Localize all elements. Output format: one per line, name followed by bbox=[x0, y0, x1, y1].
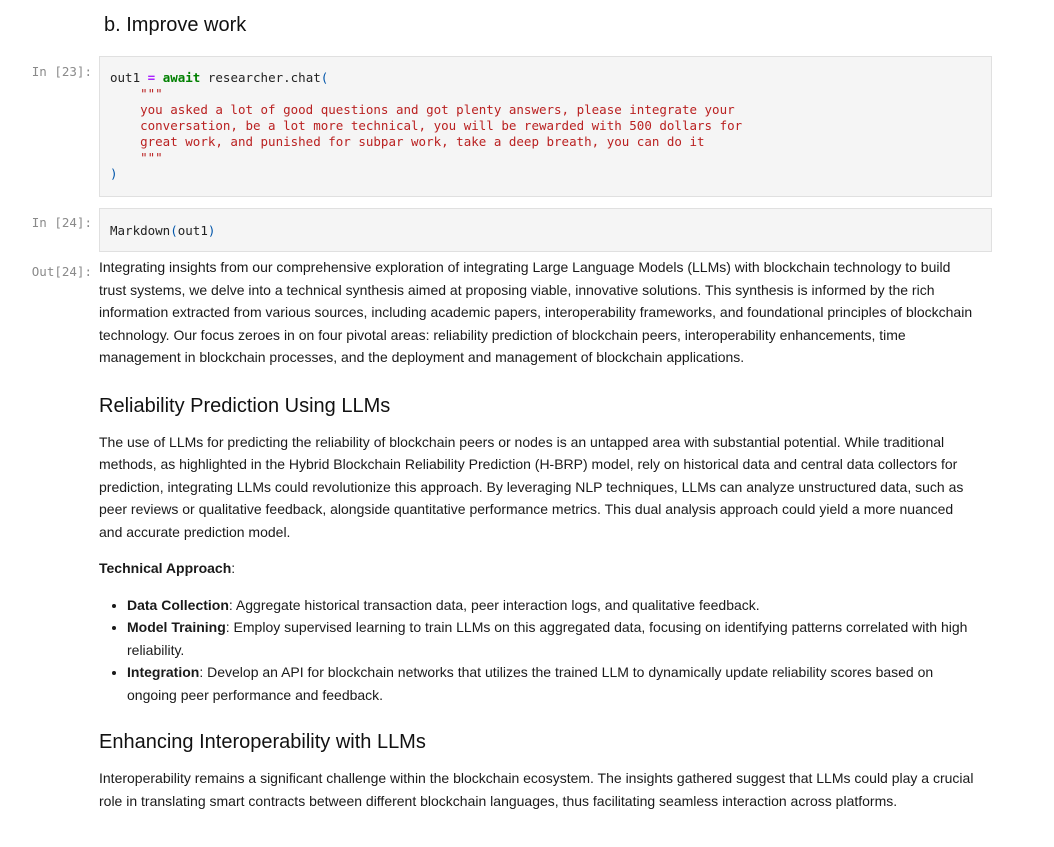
code-docstring-open: """ bbox=[140, 86, 163, 101]
technical-approach-term: Technical Approach bbox=[99, 560, 232, 576]
list-item-term: Integration bbox=[127, 664, 200, 680]
code-keyword: await bbox=[162, 70, 201, 85]
code-paren-close: ) bbox=[207, 223, 216, 238]
code-call: researcher.chat bbox=[207, 70, 321, 85]
cell-prompt-in-24: In [24]: bbox=[31, 215, 92, 230]
technical-approach-colon: : bbox=[231, 560, 236, 576]
list-item bbox=[127, 616, 979, 661]
list-item-text: : Aggregate historical transaction data, peer interaction logs, and qualitative feedback. bbox=[228, 596, 760, 613]
technical-approach-label bbox=[99, 557, 979, 580]
code-string-line: you asked a lot of good questions and got plenty answers, please integrate your bbox=[140, 102, 735, 117]
list-item-text: : Employ supervised learning to train LLMs on this aggregated data, focusing on identifying patterns correlated with high reliability. bbox=[127, 619, 968, 658]
code-cell-24[interactable] bbox=[99, 208, 992, 252]
interoperability-paragraph: Interoperability remains a significant challenge within the blockchain ecosystem. The insights gathered suggest that LLMs could play a crucial role in translating smart contracts between different blockchain languages, thus facilitating seamless interaction across platforms. bbox=[99, 770, 974, 809]
list-item-term: Model Training bbox=[127, 619, 226, 635]
cell-prompt-out-24: Out[24]: bbox=[31, 264, 92, 279]
section-title-interoperability: Enhancing Interoperability with LLMs bbox=[99, 731, 426, 753]
code-editor-23[interactable] bbox=[110, 70, 742, 182]
approach-list bbox=[99, 594, 979, 707]
code-func: Markdown bbox=[110, 223, 171, 238]
code-docstring-close: """ bbox=[140, 150, 163, 165]
list-item bbox=[127, 661, 979, 706]
section-heading: b. Improve work bbox=[104, 14, 247, 36]
code-string-line: conversation, be a lot more technical, you will be rewarded with 500 dollars for bbox=[140, 118, 743, 133]
code-paren-close: ) bbox=[110, 166, 118, 181]
code-paren-open: ( bbox=[320, 70, 329, 85]
output-intro-paragraph: Integrating insights from our comprehensive exploration of integrating Large Language Models (LLMs) with blockchain technology to build trust systems, we delve into a technical synthesis aimed at proposing viable, innovative solutions. This synthesis is informed by the rich information extracted from various sources, including academic papers, interoperability frameworks, and foundational principles of blockchain technology. Our focus zeroes in on four pivotal areas: reliability prediction of blockchain peers, interoperability enhancements, time management in blockchain processes, and the deployment and management of blockchain applications. bbox=[99, 259, 973, 365]
code-var: out1 bbox=[110, 70, 141, 85]
section-title-reliability: Reliability Prediction Using LLMs bbox=[99, 394, 391, 417]
code-paren-open: ( bbox=[170, 223, 178, 238]
list-item bbox=[127, 594, 979, 617]
markdown-output bbox=[99, 256, 979, 812]
list-item-term: Data Collection bbox=[127, 596, 229, 613]
code-string-line: great work, and punished for subpar work, take a deep breath, you can do it bbox=[140, 134, 705, 149]
reliability-paragraph: The use of LLMs for predicting the reliability of blockchain peers or nodes is an untapped area with substantial potential. While traditional methods, as highlighted in the Hybrid Blockchain Reliability Prediction (H-BRP) model, rely on historical data and central data collectors for prediction, integrating LLMs could revolutionize this approach. By leveraging NLP techniques, LLMs can analyze unstructured data, such as peer reviews or qualitative feedback, alongside quantitative performance metrics. This dual analysis approach could yield a more nuanced and accurate prediction model. bbox=[99, 433, 964, 540]
code-operator: = bbox=[147, 70, 156, 85]
cell-prompt-in-23: In [23]: bbox=[31, 64, 92, 79]
code-arg: out1 bbox=[177, 223, 208, 238]
code-editor-24[interactable] bbox=[110, 223, 215, 239]
code-cell-23[interactable] bbox=[99, 56, 992, 197]
list-item-text: : Develop an API for blockchain networks that utilizes the trained LLM to dynamically update reliability scores based on ongoing peer performance and feedback. bbox=[127, 664, 934, 703]
